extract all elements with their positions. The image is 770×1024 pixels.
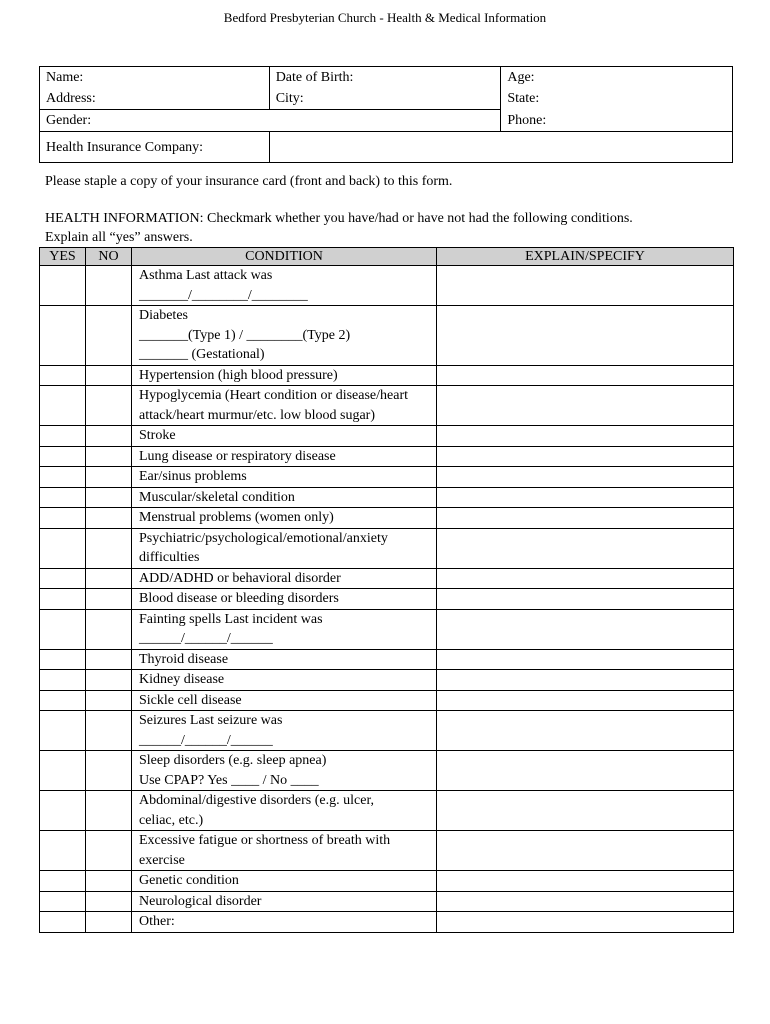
condition-text: _______ (Gestational) (139, 347, 265, 362)
yes-checkbox-cell[interactable] (40, 912, 86, 933)
condition-cell (132, 386, 437, 426)
explain-field[interactable] (437, 690, 734, 711)
condition-text: Diabetes (139, 308, 188, 323)
explain-field[interactable] (437, 670, 734, 691)
condition-row (40, 871, 734, 892)
no-checkbox-cell[interactable] (86, 365, 132, 386)
condition-text: exercise (139, 852, 185, 868)
condition-cell (132, 446, 437, 467)
condition-row (40, 568, 734, 589)
explain-field[interactable] (437, 365, 734, 386)
condition-cell (132, 690, 437, 711)
condition-text: Stroke (139, 428, 176, 443)
health-intro-line2: Explain all “yes” answers. (45, 230, 193, 245)
no-checkbox-cell[interactable] (86, 912, 132, 933)
explain-field[interactable] (437, 508, 734, 529)
condition-text: Sickle cell disease (139, 692, 242, 708)
explain-field[interactable] (437, 609, 734, 649)
yes-checkbox-cell[interactable] (40, 589, 86, 610)
state-field[interactable] (501, 88, 733, 110)
condition-text: Seizures Last seizure was (139, 713, 283, 728)
condition-text: Sleep disorders (e.g. sleep apnea) (139, 753, 327, 768)
condition-cell (132, 467, 437, 488)
condition-cell (132, 568, 437, 589)
yes-checkbox-cell[interactable] (40, 690, 86, 711)
condition-row (40, 365, 734, 386)
yes-checkbox-cell[interactable] (40, 266, 86, 306)
no-checkbox-cell[interactable] (86, 831, 132, 871)
no-checkbox-cell[interactable] (86, 568, 132, 589)
yes-checkbox-cell[interactable] (40, 306, 86, 366)
personal-info-table (39, 66, 733, 163)
condition-row (40, 426, 734, 447)
gender-label: Gender: (46, 113, 92, 128)
condition-row (40, 386, 734, 426)
health-conditions-table (39, 247, 734, 933)
condition-row (40, 891, 734, 912)
explain-field[interactable] (437, 589, 734, 610)
no-checkbox-cell[interactable] (86, 690, 132, 711)
dob-field[interactable] (269, 67, 501, 89)
city-label: City: (275, 91, 304, 106)
condition-text: Ear/sinus problems (139, 469, 247, 484)
insurance-label-cell (40, 132, 270, 163)
condition-text: Other: (139, 914, 175, 929)
condition-cell (132, 871, 437, 892)
condition-row (40, 609, 734, 649)
no-checkbox-cell[interactable] (86, 589, 132, 610)
condition-cell (132, 589, 437, 610)
condition-text: _______/________/________ (139, 287, 308, 303)
insurance-field[interactable] (269, 132, 732, 163)
yes-checkbox-cell[interactable] (40, 467, 86, 488)
yes-checkbox-cell[interactable] (40, 508, 86, 529)
condition-cell (132, 649, 437, 670)
condition-cell (132, 487, 437, 508)
phone-field[interactable] (501, 110, 733, 132)
yes-checkbox-cell[interactable] (40, 386, 86, 426)
condition-text: ______/______/______ (139, 732, 273, 748)
staple-note: Please staple a copy of your insurance card (front and back) to this form. (45, 174, 453, 189)
no-checkbox-cell[interactable] (86, 266, 132, 306)
phone-label: Phone: (507, 112, 547, 128)
no-checkbox-cell[interactable] (86, 467, 132, 488)
condition-text: ADD/ADHD or behavioral disorder (139, 570, 341, 586)
condition-cell (132, 306, 437, 366)
health-intro-line1: HEALTH INFORMATION: Checkmark whether you have/had or have not had the following conditions. (45, 211, 633, 226)
no-checkbox-cell[interactable] (86, 386, 132, 426)
explain-field[interactable] (437, 386, 734, 426)
no-checkbox-cell[interactable] (86, 791, 132, 831)
condition-text: Hypoglycemia (Heart condition or disease/heart (139, 388, 409, 403)
address-label: Address: (46, 91, 96, 106)
condition-row (40, 649, 734, 670)
address-field[interactable] (40, 88, 270, 110)
condition-text: Menstrual problems (women only) (139, 510, 334, 525)
explain-field[interactable] (437, 306, 734, 366)
condition-cell (132, 365, 437, 386)
condition-text: attack/heart murmur/etc. low blood sugar) (139, 407, 375, 423)
no-checkbox-cell[interactable] (86, 426, 132, 447)
explain-field[interactable] (437, 871, 734, 892)
name-label: Name: (46, 70, 84, 85)
explain-field[interactable] (437, 751, 734, 791)
no-checkbox-cell[interactable] (86, 670, 132, 691)
condition-text: Hypertension (high blood pressure) (139, 367, 338, 383)
insurance-label: Health Insurance Company: (46, 139, 204, 155)
condition-text: Thyroid disease (139, 651, 229, 667)
yes-checkbox-cell[interactable] (40, 670, 86, 691)
yes-checkbox-cell[interactable] (40, 487, 86, 508)
condition-row (40, 791, 734, 831)
no-checkbox-cell[interactable] (86, 649, 132, 670)
condition-cell (132, 751, 437, 791)
condition-text: ______/______/______ (139, 631, 273, 646)
explain-field[interactable] (437, 791, 734, 831)
condition-text: Neurological disorder (139, 893, 262, 909)
yes-checkbox-cell[interactable] (40, 791, 86, 831)
condition-cell (132, 891, 437, 912)
condition-row (40, 446, 734, 467)
age-field[interactable] (501, 67, 733, 89)
condition-cell (132, 609, 437, 649)
condition-text: Lung disease or respiratory disease (139, 448, 336, 464)
condition-cell (132, 426, 437, 447)
condition-row (40, 508, 734, 529)
yes-checkbox-cell[interactable] (40, 609, 86, 649)
condition-row (40, 912, 734, 933)
no-checkbox-cell[interactable] (86, 751, 132, 791)
state-label: State: (507, 91, 540, 106)
condition-cell (132, 912, 437, 933)
condition-row (40, 690, 734, 711)
no-checkbox-cell[interactable] (86, 891, 132, 912)
explain-field[interactable] (437, 467, 734, 488)
condition-text: _______(Type 1) / ________(Type 2) (139, 327, 351, 343)
condition-text: Excessive fatigue or shortness of breath with (139, 833, 391, 848)
condition-cell (132, 711, 437, 751)
condition-row (40, 306, 734, 366)
explain-field[interactable] (437, 487, 734, 508)
explain-field[interactable] (437, 649, 734, 670)
condition-text: difficulties (139, 550, 200, 565)
condition-row (40, 487, 734, 508)
condition-text: Psychiatric/psychological/emotional/anxiety (139, 530, 388, 546)
condition-header: CONDITION (132, 248, 437, 266)
gender-field[interactable] (40, 110, 501, 132)
condition-text: Abdominal/digestive disorders (e.g. ulcer, (139, 793, 375, 808)
explain-field[interactable] (437, 528, 734, 568)
condition-text: celiac, etc.) (139, 812, 204, 828)
condition-text: Muscular/skeletal condition (139, 489, 295, 505)
condition-text: Kidney disease (139, 672, 225, 687)
explain-field[interactable] (437, 891, 734, 912)
explain-field[interactable] (437, 711, 734, 751)
name-field[interactable] (40, 67, 270, 89)
condition-row (40, 589, 734, 610)
city-field[interactable] (269, 88, 501, 110)
yes-checkbox-cell[interactable] (40, 871, 86, 892)
no-checkbox-cell[interactable] (86, 711, 132, 751)
no-checkbox-cell[interactable] (86, 306, 132, 366)
yes-checkbox-cell[interactable] (40, 649, 86, 670)
condition-cell (132, 670, 437, 691)
condition-text: Blood disease or bleeding disorders (139, 591, 339, 606)
no-checkbox-cell[interactable] (86, 871, 132, 892)
yes-checkbox-cell[interactable] (40, 891, 86, 912)
condition-text: Fainting spells Last incident was (139, 611, 323, 627)
condition-text: Use CPAP? Yes ____ / No ____ (139, 772, 319, 788)
explain-field[interactable] (437, 831, 734, 871)
condition-text: Asthma Last attack was (139, 268, 273, 283)
condition-row (40, 831, 734, 871)
no-header: NO (86, 248, 132, 266)
explain-field[interactable] (437, 446, 734, 467)
condition-row (40, 528, 734, 568)
condition-row (40, 266, 734, 306)
yes-checkbox-cell[interactable] (40, 365, 86, 386)
yes-checkbox-cell[interactable] (40, 528, 86, 568)
condition-cell (132, 831, 437, 871)
condition-cell (132, 508, 437, 529)
no-checkbox-cell[interactable] (86, 446, 132, 467)
condition-cell (132, 266, 437, 306)
yes-checkbox-cell[interactable] (40, 426, 86, 447)
yes-checkbox-cell[interactable] (40, 568, 86, 589)
explain-header: EXPLAIN/SPECIFY (437, 248, 734, 266)
age-label: Age: (507, 70, 535, 85)
form-title: Bedford Presbyterian Church - Health & Medical Information (223, 10, 547, 25)
explain-field[interactable] (437, 568, 734, 589)
no-checkbox-cell[interactable] (86, 508, 132, 529)
explain-field[interactable] (437, 426, 734, 447)
explain-field[interactable] (437, 912, 734, 933)
condition-row (40, 670, 734, 691)
yes-header: YES (40, 248, 86, 266)
condition-cell (132, 528, 437, 568)
condition-row (40, 467, 734, 488)
no-checkbox-cell[interactable] (86, 487, 132, 508)
condition-row (40, 711, 734, 751)
no-checkbox-cell[interactable] (86, 609, 132, 649)
condition-text: Genetic condition (139, 873, 239, 888)
condition-row (40, 751, 734, 791)
no-checkbox-cell[interactable] (86, 528, 132, 568)
dob-label: Date of Birth: (275, 70, 354, 85)
yes-checkbox-cell[interactable] (40, 751, 86, 791)
condition-cell (132, 791, 437, 831)
explain-field[interactable] (437, 266, 734, 306)
yes-checkbox-cell[interactable] (40, 446, 86, 467)
yes-checkbox-cell[interactable] (40, 831, 86, 871)
yes-checkbox-cell[interactable] (40, 711, 86, 751)
